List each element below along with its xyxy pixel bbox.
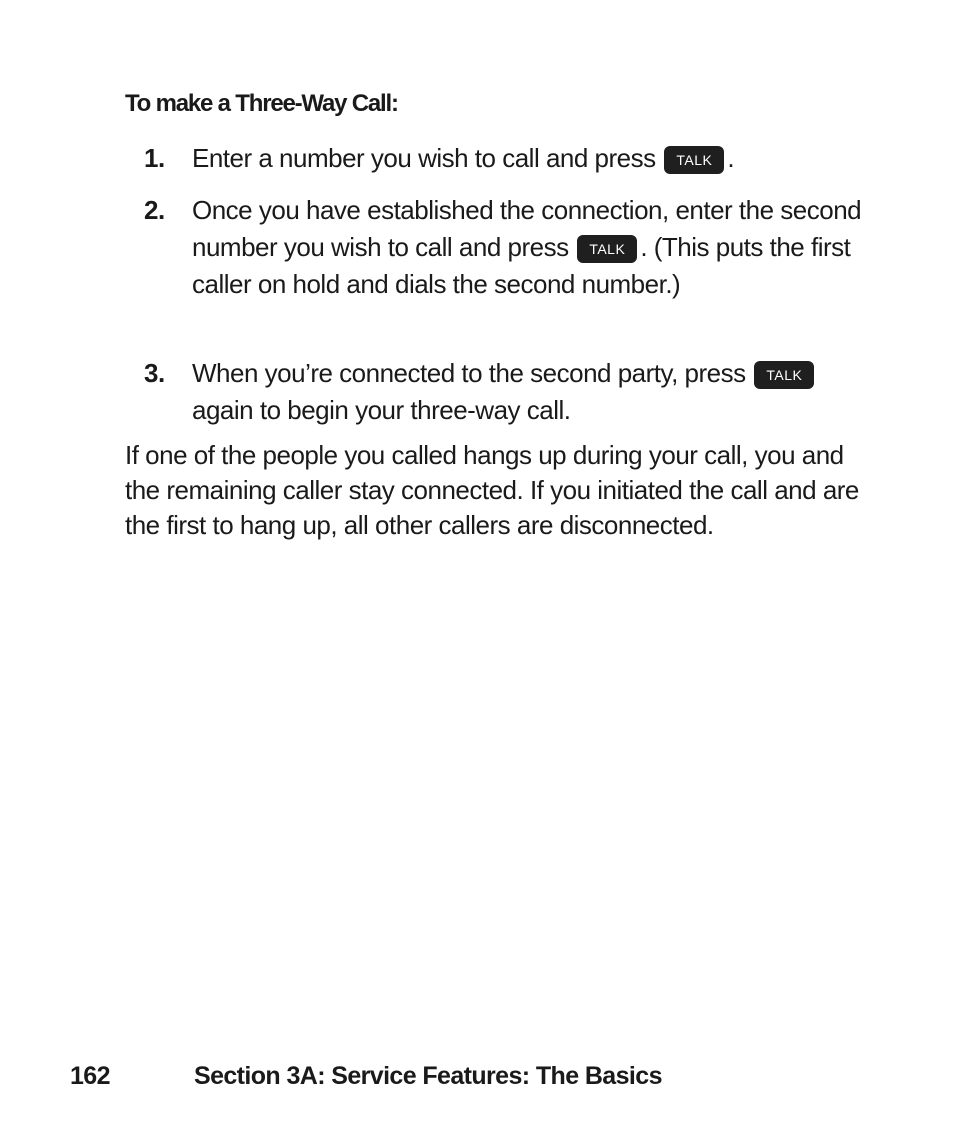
step-text-after: again to begin your three-way call. <box>192 395 571 425</box>
talk-key-icon: TALK <box>664 146 724 174</box>
step-text-after: . <box>727 143 735 173</box>
step-text-after: . (This puts the first caller on hold and dials the second number.) <box>192 232 851 299</box>
step-1 <box>144 140 864 177</box>
step-2 <box>144 192 864 303</box>
step-text-before: When you’re connected to the second party, press <box>192 358 753 388</box>
step-number: 1. <box>144 143 165 173</box>
talk-key-icon: TALK <box>577 235 637 263</box>
step-number: 3. <box>144 358 165 388</box>
step-text <box>192 192 864 303</box>
footer-section-title: Section 3A: Service Features: The Basics <box>194 1062 662 1090</box>
step-text-before: Once you have established the connection, enter the second number you wish to call and press <box>192 195 862 262</box>
body-paragraph: If one of the people you called hangs up during your call, you and the remaining caller stay connected. If you initiated the call and are the first to hang up, all other callers are disconnected. <box>125 440 859 540</box>
step-text <box>192 355 864 429</box>
section-heading: To make a Three-Way Call: <box>125 90 398 117</box>
step-3 <box>144 355 864 429</box>
step-number: 2. <box>144 195 165 225</box>
step-text-before: Enter a number you wish to call and press <box>192 143 663 173</box>
page-number: 162 <box>70 1062 110 1090</box>
step-text <box>192 140 864 177</box>
talk-key-icon: TALK <box>754 361 814 389</box>
